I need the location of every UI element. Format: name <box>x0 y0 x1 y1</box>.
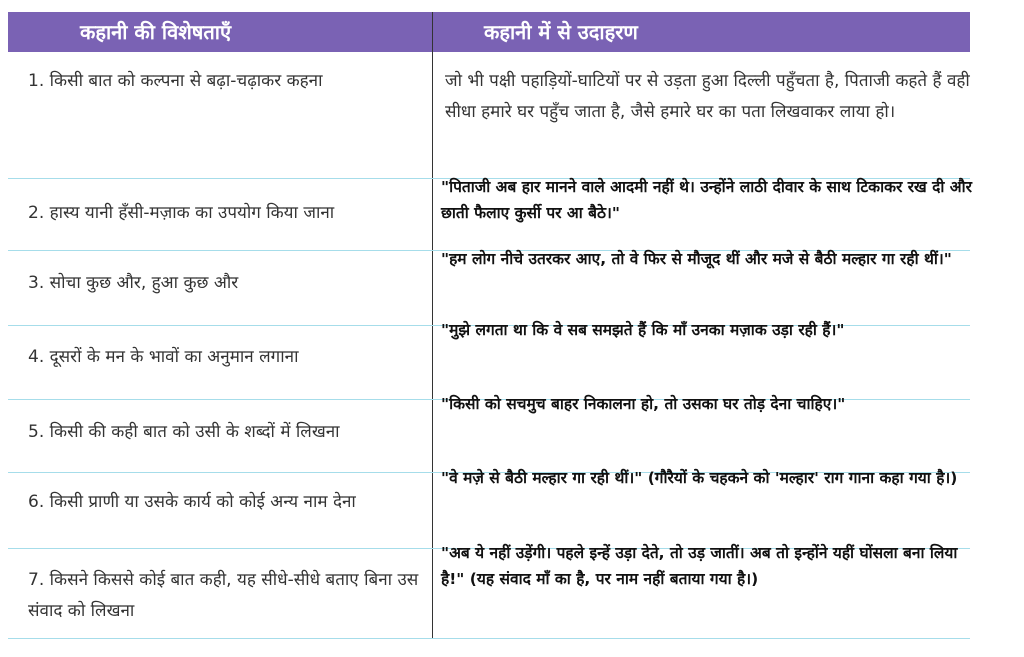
feature-cell: 7. किसने किससे कोई बात कही, यह सीधे-सीधे बताए बिना उस संवाद को लिखना <box>28 570 419 621</box>
feature-cell: 1. किसी बात को कल्पना से बढ़ा-चढ़ाकर कहना <box>28 71 323 91</box>
example-cell: "किसी को सचमुच बाहर निकालना हो, तो उसका घर तोड़ देना चाहिए।" <box>441 395 846 413</box>
feature-cell: 2. हास्य यानी हँसी-मज़ाक का उपयोग किया जाना <box>28 203 335 223</box>
feature-cell: 4. दूसरों के मन के भावों का अनुमान लगाना <box>28 347 299 367</box>
example-cell: "हम लोग नीचे उतरकर आए, तो वे फिर से मौजूद थीं और मजे से बैठी मल्हार गा रही थीं।" <box>441 250 952 268</box>
example-cell: "वे मज़े से बैठी मल्हार गा रही थीं।" (गौरैयों के चहकने को 'मल्हार' राग गाना कहा गया है।) <box>441 469 958 487</box>
example-cell: "मुझे लगता था कि वे सब समझते हैं कि माँ उनका मज़ाक उड़ा रही हैं।" <box>441 321 845 339</box>
header-examples: कहानी में से उदाहरण <box>484 20 638 44</box>
feature-cell: 5. किसी की कही बात को उसी के शब्दों में लिखना <box>28 422 340 442</box>
header-features: कहानी की विशेषताएँ <box>80 20 232 44</box>
row-divider <box>8 638 970 639</box>
feature-cell: 3. सोचा कुछ और, हुआ कुछ और <box>28 273 239 293</box>
feature-cell: 6. किसी प्राणी या उसके कार्य को कोई अन्य नाम देना <box>28 492 356 512</box>
example-cell: "अब ये नहीं उड़ेंगी। पहले इन्हें उड़ा देते, तो उड़ जातीं। अब तो इन्होंने यहीं घोंसला बना लिया है!" (यह संवाद माँ का है, पर नाम नहीं बताया गया है।) <box>441 544 958 588</box>
table-header <box>8 12 970 52</box>
example-cell: जो भी पक्षी पहाड़ियों-घाटियों पर से उड़ता हुआ दिल्ली पहुँचता है, पिताजी कहते हैं वही सीधा हमारे घर पहुँच जाता है, जैसे हमारे घर का पता लिखवाकर लाया हो। <box>445 71 970 122</box>
example-cell: "पिताजी अब हार मानने वाले आदमी नहीं थे। उन्होंने लाठी दीवार के साथ टिकाकर रख दी और छाती फैलाए कुर्सी पर आ बैठे।" <box>441 178 972 222</box>
